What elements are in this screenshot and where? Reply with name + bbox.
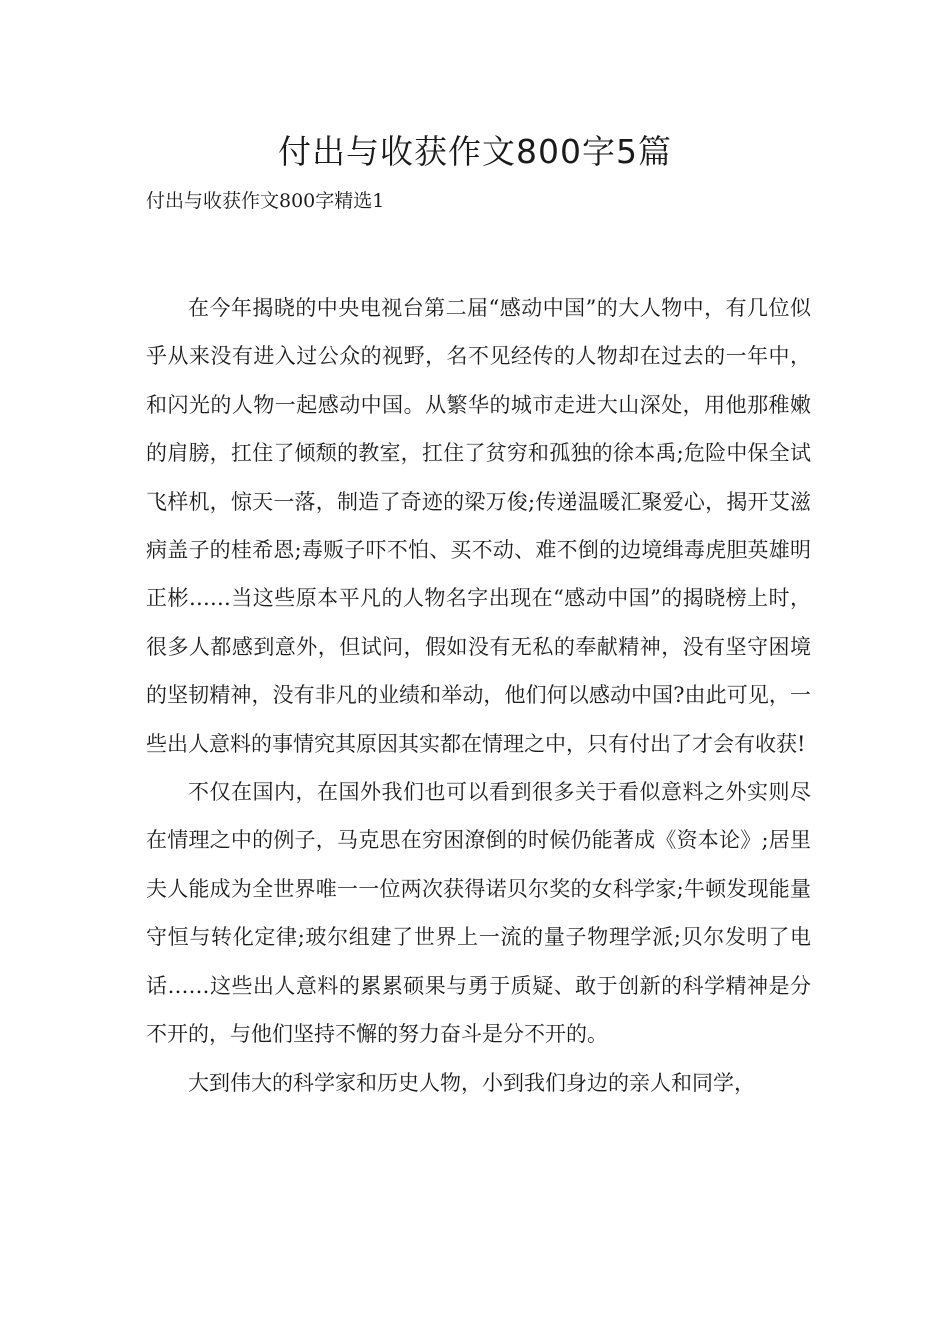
document-body xyxy=(146,284,811,1107)
document-title: 付出与收获作文800字5篇 xyxy=(278,132,672,171)
body-paragraph: 不仅在国内，在国外我们也可以看到很多关于看似意料之外实则尽在情理之中的例子，马克思在穷困潦倒的时候仍能著成《资本论》;居里夫人能成为全世界唯一一位两次获得诺贝尔奖的女科学家;牛顿发现能量守恒与转化定律;玻尔组建了世界上一流的量子物理学派;贝尔发明了电话……这些出人意料的累累硕果与勇于质疑、敢于创新的科学精神是分不开的，与他们坚持不懈的努力奋斗是分不开的。 xyxy=(146,780,811,1047)
body-paragraph: 大到伟大的科学家和历史人物，小到我们身边的亲人和同学， xyxy=(188,1070,755,1095)
document-subtitle: 付出与收获作文800字精选1 xyxy=(146,190,385,212)
body-paragraph: 在今年揭晓的中央电视台第二届“感动中国”的大人物中，有几位似乎从来没有进入过公众的视野，名不见经传的人物却在过去的一年中，和闪光的人物一起感动中国。从繁华的城市走进大山深处，用他那稚嫩的肩膀，扛住了倾颓的教室，扛住了贫穷和孤独的徐本禹;危险中保全试飞样机，惊天一落，制造了奇迹的梁万俊;传递温暖汇聚爱心，揭开艾滋病盖子的桂希恩;毒贩子吓不怕、买不动、难不倒的边境缉毒虎胆英雄明正彬……当这些原本平凡的人物名字出现在“感动中国”的揭晓榜上时，很多人都感到意外，但试问，假如没有无私的奉献精神，没有坚守困境的坚韧精神，没有非凡的业绩和举动，他们何以感动中国?由此可见，一些出人意料的事情究其原因其实都在情理之中，只有付出了才会有收获! xyxy=(146,296,811,756)
